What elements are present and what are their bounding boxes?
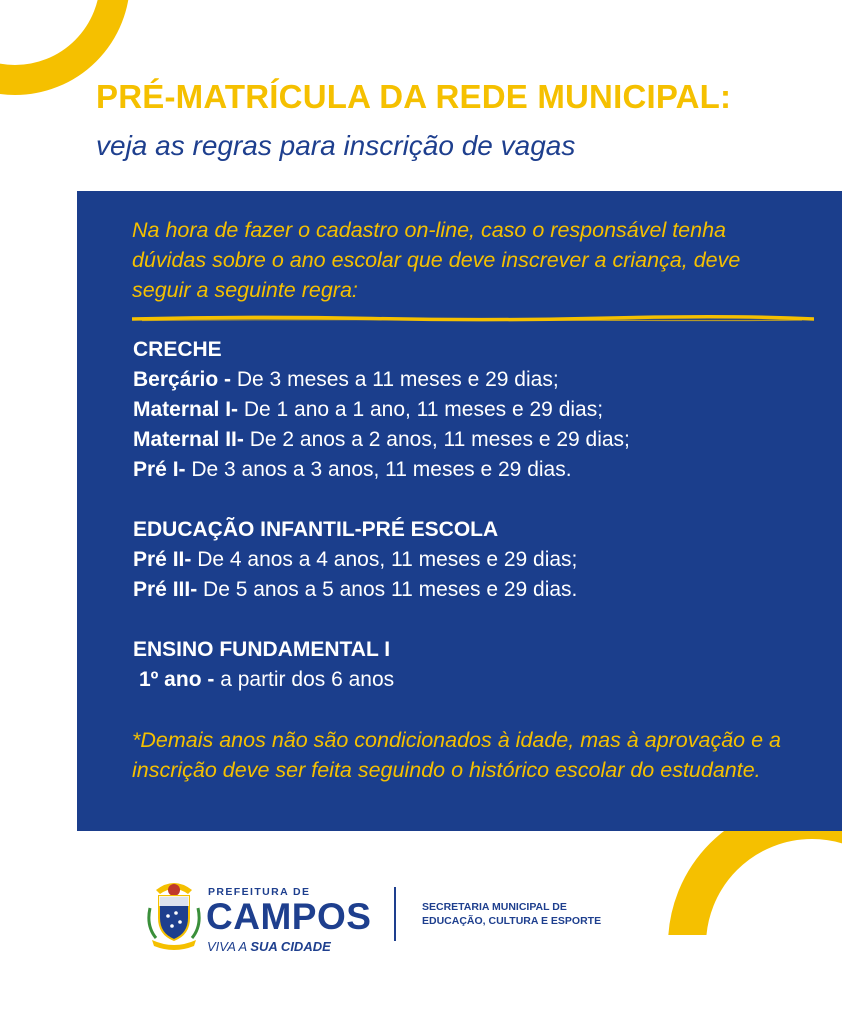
brush-stroke-divider [132, 314, 814, 324]
item-value: De 3 anos a 3 anos, 11 meses e 29 dias. [185, 458, 572, 481]
item-label: Maternal I- [133, 398, 239, 421]
list-item [133, 425, 823, 455]
item-value: De 4 anos a 4 anos, 11 meses e 29 dias; [191, 548, 578, 571]
footer-divider [394, 887, 396, 941]
item-label: 1º ano - [139, 668, 215, 691]
list-item [133, 665, 823, 695]
item-value: De 1 ano a 1 ano, 11 meses e 29 dias; [238, 398, 604, 421]
item-label: Pré III- [133, 578, 198, 601]
city-name: CAMPOS [206, 896, 372, 937]
secretaria-line-2: EDUCAÇÃO, CULTURA E ESPORTE [422, 915, 602, 927]
pre-escola-heading: EDUCAÇÃO INFANTIL-PRÉ ESCOLA [133, 518, 499, 541]
list-item [133, 455, 823, 485]
intro-text: Na hora de fazer o cadastro on-line, caso o responsável tenha dúvidas sobre o ano escolar que deve inscrever a criança, deve seguir a seguinte regra: [132, 218, 741, 302]
prefeitura-label: PREFEITURA DE [208, 886, 311, 898]
slogan-bold: SUA CIDADE [250, 939, 331, 954]
creche-heading: CRECHE [133, 338, 222, 361]
item-value: a partir dos 6 anos [214, 668, 395, 691]
page-subtitle: veja as regras para inscrição de vagas [96, 130, 576, 161]
item-value: De 5 anos a 5 anos 11 meses e 29 dias. [197, 578, 578, 601]
item-value: De 3 meses a 11 meses e 29 dias; [231, 368, 559, 391]
footer-logos [146, 876, 616, 956]
city-crest-icon [146, 878, 202, 950]
secretaria-name [422, 900, 601, 928]
item-label: Pré II- [133, 548, 192, 571]
creche-section [133, 335, 823, 485]
item-label: Berçário - [133, 368, 232, 391]
pre-escola-section [133, 515, 823, 605]
item-value: De 2 anos a 2 anos, 11 meses e 29 dias; [243, 428, 630, 451]
slogan-prefix: VIVA A [207, 939, 251, 954]
list-item [133, 365, 823, 395]
list-item [133, 395, 823, 425]
footnote-text: *Demais anos não são condicionados à idade, mas à aprovação e a inscrição deve ser feita seguindo o histórico escolar do estudante. [132, 728, 781, 782]
page-title: PRÉ-MATRÍCULA DA REDE MUNICIPAL: [96, 78, 732, 115]
secretaria-line-1: SECRETARIA MUNICIPAL DE [422, 901, 567, 913]
list-item [133, 575, 823, 605]
rules-panel [77, 191, 842, 831]
fundamental-section [133, 635, 823, 695]
fundamental-heading: ENSINO FUNDAMENTAL I [133, 638, 391, 661]
item-label: Maternal II- [133, 428, 244, 451]
list-item [133, 545, 823, 575]
item-label: Pré I- [133, 458, 186, 481]
city-slogan [207, 939, 331, 954]
